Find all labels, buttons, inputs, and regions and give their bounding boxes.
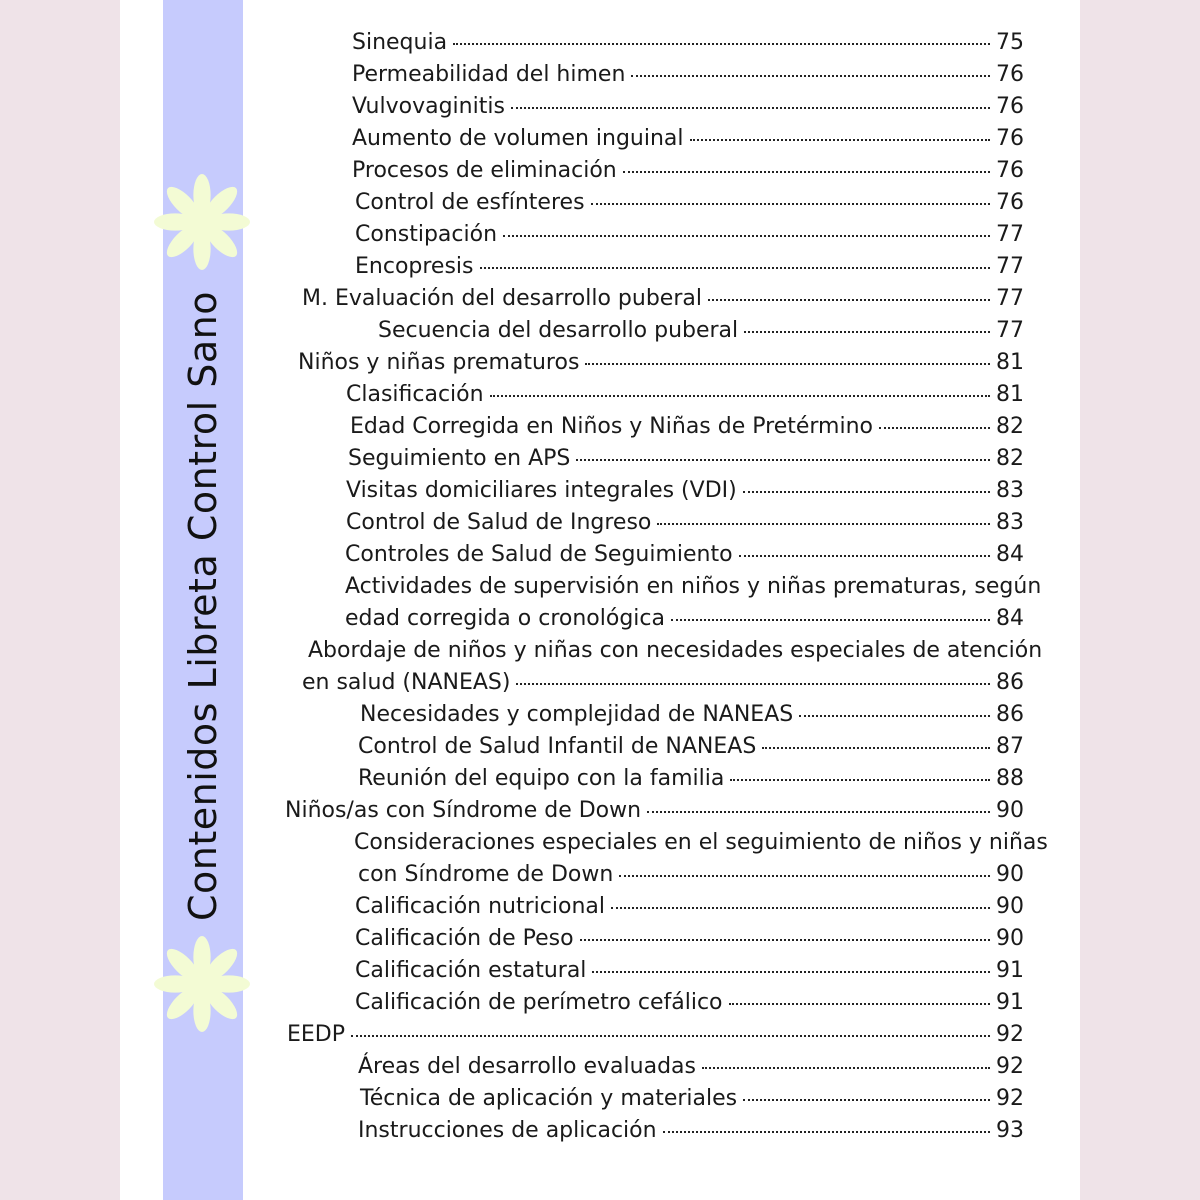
toc-entry-label: Seguimiento en APS: [348, 446, 571, 471]
toc-leader-dots: [690, 139, 990, 141]
toc-entry-label: Control de esfínteres: [355, 190, 585, 215]
toc-entry-label: Aumento de volumen inguinal: [352, 126, 684, 151]
toc-entry-label: Reunión del equipo con la familia: [358, 766, 725, 791]
toc-entry-page: 87: [996, 734, 1024, 759]
toc-entry-page: 77: [996, 286, 1024, 311]
toc-entry-label: Necesidades y complejidad de NANEAS: [360, 702, 794, 727]
toc-leader-dots: [503, 235, 990, 237]
toc-entry: [346, 382, 1024, 414]
toc-entry-label: Niños/as con Síndrome de Down: [285, 798, 642, 823]
toc-entry: [345, 542, 1024, 574]
toc-leader-dots: [879, 427, 990, 429]
toc-leader-dots: [591, 203, 990, 205]
toc-entry: [346, 478, 1024, 510]
toc-entry: [298, 350, 1024, 382]
toc-entry-label: Calificación de Peso: [355, 926, 574, 951]
toc-entry-label: M. Evaluación del desarrollo puberal: [302, 286, 702, 311]
toc-entry: [360, 702, 1024, 734]
toc-entry-label: EEDP: [287, 1022, 346, 1047]
toc-entry-label-line1: Actividades de supervisión en niños y niñas prematuras, según: [345, 574, 1042, 599]
toc-leader-dots: [671, 619, 990, 621]
toc-entry-label: Técnica de aplicación y materiales: [360, 1086, 738, 1111]
toc-leader-dots: [623, 171, 990, 173]
toc-leader-dots: [730, 779, 990, 781]
toc-entry-page: 82: [996, 446, 1024, 471]
toc-entry-page: 92: [996, 1086, 1024, 1111]
toc-entry-page: 76: [996, 158, 1024, 183]
toc-entry: [358, 766, 1024, 798]
toc-entry-page: 76: [996, 62, 1024, 87]
toc-leader-dots: [702, 1067, 990, 1069]
toc-entry: [285, 798, 1024, 830]
toc-entry-label: Áreas del desarrollo evaluadas: [358, 1054, 696, 1079]
toc-leader-dots: [739, 555, 990, 557]
toc-entry: [358, 862, 1024, 894]
toc-leader-dots: [580, 939, 990, 941]
toc-entry-page: 77: [996, 254, 1024, 279]
toc-entry-page: 77: [996, 222, 1024, 247]
toc-entry: [302, 670, 1024, 702]
toc-entry-page: 91: [996, 958, 1024, 983]
toc-leader-dots: [453, 43, 990, 45]
toc-leader-dots: [576, 459, 990, 461]
toc-leader-dots: [663, 1131, 990, 1133]
toc-entry-page: 88: [996, 766, 1024, 791]
toc-entry-page: 93: [996, 1118, 1024, 1143]
toc-entry-label: Vulvovaginitis: [352, 94, 505, 119]
daisy-flower-icon: [154, 936, 250, 1032]
toc-entry: [352, 126, 1024, 158]
toc-entry-label: Controles de Salud de Seguimiento: [345, 542, 733, 567]
toc-entry-label: Secuencia del desarrollo puberal: [378, 318, 739, 343]
toc-entry: [287, 1022, 1024, 1054]
toc-entry-label: Calificación de perímetro cefálico: [355, 990, 723, 1015]
toc-leader-dots: [657, 523, 990, 525]
toc-entry-label: Edad Corregida en Niños y Niñas de Pretérmino: [350, 414, 873, 439]
toc-entry-label: Encopresis: [355, 254, 474, 279]
toc-entry: [358, 1054, 1024, 1086]
toc-entry-label: Control de Salud de Ingreso: [346, 510, 652, 535]
toc-leader-dots: [762, 747, 990, 749]
toc-entry-page: 90: [996, 862, 1024, 887]
toc-entry-page: 90: [996, 798, 1024, 823]
toc-leader-dots: [619, 875, 990, 877]
toc-entry-label-line1: Consideraciones especiales en el seguimiento de niños y niñas: [354, 830, 1048, 855]
toc-entry: [355, 222, 1024, 254]
toc-entry: [360, 1086, 1024, 1118]
toc-entry-label: Control de Salud Infantil de NANEAS: [358, 734, 757, 759]
toc-entry-label: en salud (NANEAS): [302, 670, 511, 695]
toc-leader-dots: [743, 1099, 990, 1101]
toc-leader-dots: [743, 491, 990, 493]
toc-entry-label: Visitas domiciliares integrales (VDI): [346, 478, 737, 503]
toc-leader-dots: [631, 75, 990, 77]
toc-entry-page: 76: [996, 126, 1024, 151]
toc-entry-label: Calificación estatural: [355, 958, 587, 983]
toc-leader-dots: [729, 1003, 990, 1005]
daisy-flower-icon: [154, 174, 250, 270]
toc-entry-page: 82: [996, 414, 1024, 439]
toc-entry: [355, 926, 1024, 958]
toc-entry: [358, 734, 1024, 766]
toc-entry-page: 84: [996, 606, 1024, 631]
toc-entry-label-line1: Abordaje de niños y niñas con necesidades especiales de atención: [308, 638, 1043, 663]
toc-entry: [350, 414, 1024, 446]
toc-leader-dots: [647, 811, 990, 813]
toc-leader-dots: [585, 363, 990, 365]
toc-entry-page: 76: [996, 94, 1024, 119]
toc-entry-label: Clasificación: [346, 382, 484, 407]
toc-entry-page: 91: [996, 990, 1024, 1015]
toc-entry: [378, 318, 1024, 350]
toc-entry: [352, 62, 1024, 94]
toc-entry-label: Sinequia: [352, 30, 448, 55]
toc-entry-label: edad corregida o cronológica: [345, 606, 665, 631]
toc-entry-label: con Síndrome de Down: [358, 862, 614, 887]
toc-entry: [352, 30, 1024, 62]
toc-leader-dots: [592, 971, 990, 973]
toc-leader-dots: [351, 1035, 990, 1037]
toc-entry-page: 92: [996, 1022, 1024, 1047]
toc-entry-page: 75: [996, 30, 1024, 55]
toc-entry: [346, 510, 1024, 542]
toc-entry-page: 76: [996, 190, 1024, 215]
toc-entry: [355, 958, 1024, 990]
toc-entry-page: 86: [996, 670, 1024, 695]
toc-entry-label: Instrucciones de aplicación: [358, 1118, 657, 1143]
toc-entry-page: 83: [996, 478, 1024, 503]
toc-entry-page: 81: [996, 382, 1024, 407]
toc-entry: [358, 1118, 1024, 1150]
toc-entry: [302, 286, 1024, 318]
toc-entry: [352, 158, 1024, 190]
toc-entry: [355, 990, 1024, 1022]
toc-leader-dots: [511, 107, 990, 109]
toc-entry-label: Permeabilidad del himen: [352, 62, 626, 87]
toc-entry-page: 90: [996, 926, 1024, 951]
toc-leader-dots: [490, 395, 990, 397]
sidebar-title: Contenidos Libreta Control Sano: [181, 291, 225, 921]
toc-entry-label: Procesos de eliminación: [352, 158, 617, 183]
toc-entry-label: Constipación: [355, 222, 498, 247]
toc-leader-dots: [480, 267, 991, 269]
toc-entry-page: 81: [996, 350, 1024, 375]
toc-leader-dots: [611, 907, 990, 909]
toc-leader-dots: [744, 331, 990, 333]
toc-entry-page: 84: [996, 542, 1024, 567]
toc-entry-label: Calificación nutricional: [355, 894, 605, 919]
toc-entry: [355, 254, 1024, 286]
toc-entry-page: 90: [996, 894, 1024, 919]
toc-entry: [352, 94, 1024, 126]
toc-entry: [348, 446, 1024, 478]
toc-entry-page: 77: [996, 318, 1024, 343]
toc-leader-dots: [799, 715, 990, 717]
toc-leader-dots: [516, 683, 990, 685]
toc-entry-page: 83: [996, 510, 1024, 535]
toc-entry-label: Niños y niñas prematuros: [298, 350, 580, 375]
toc-entry-page: 92: [996, 1054, 1024, 1079]
toc-entry: [345, 606, 1024, 638]
toc-entry-page: 86: [996, 702, 1024, 727]
toc-leader-dots: [708, 299, 990, 301]
toc-entry: [355, 894, 1024, 926]
toc-entry: [355, 190, 1024, 222]
